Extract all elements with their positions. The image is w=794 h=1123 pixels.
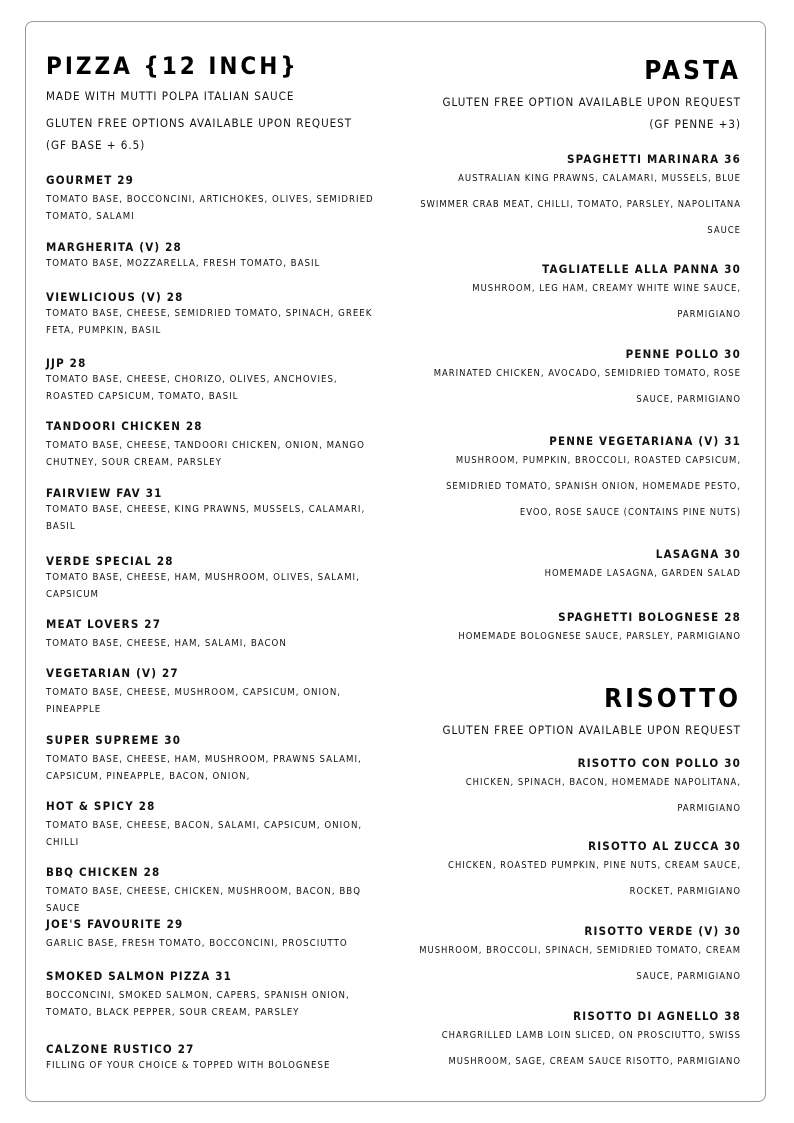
pizza-note-gf-base: (GF BASE + 6.5) [46,138,146,152]
item-description: MUSHROOM, BROCCOLI, SPINACH, SEMIDRIED TOMATO, CREAM SAUCE, PARMIGIANO [419,945,741,982]
item-description: TOMATO BASE, CHEESE, CHORIZO, OLIVES, ANCHOVIES, ROASTED CAPSICUM, TOMATO, BASIL [46,374,338,402]
item-description: TOMATO BASE, CHEESE, HAM, SALAMI, BACON [46,638,287,649]
menu-item-risotto-al-zucca [411,839,741,905]
menu-item-super-supreme [46,733,386,785]
menu-item-joes-favourite [46,917,386,952]
menu-item-tandoori-chicken [46,419,386,471]
item-title: TANDOORI CHICKEN 28 [46,419,203,433]
item-title: TAGLIATELLE ALLA PANNA 30 [542,262,741,276]
item-title: SMOKED SALMON PIZZA 31 [46,969,233,983]
item-title: MARGHERITA (V) 28 [46,240,182,254]
item-description: TOMATO BASE, MOZZARELLA, FRESH TOMATO, BASIL [46,258,321,269]
item-title: HOT & SPICY 28 [46,799,156,813]
pasta-note-gluten-free: GLUTEN FREE OPTION AVAILABLE UPON REQUEST [442,95,741,109]
menu-item-fairview-fav [46,486,386,535]
menu-item-vegetarian [46,666,386,718]
item-title: MEAT LOVERS 27 [46,617,162,631]
item-title: RISOTTO CON POLLO 30 [577,756,741,770]
menu-item-verde-special [46,554,386,603]
item-title: VEGETARIAN (V) 27 [46,666,179,680]
item-title: JJP 28 [46,356,87,370]
pasta-section-title: PASTA [644,56,741,86]
menu-item-risotto-verde [411,924,741,990]
menu-item-jjp [46,356,386,405]
item-description: HOMEMADE BOLOGNESE SAUCE, PARSLEY, PARMIGIANO [458,631,741,642]
item-description: CHICKEN, SPINACH, BACON, HOMEMADE NAPOLITANA, PARMIGIANO [465,777,741,814]
pizza-note-sauce: MADE WITH MUTTI POLPA ITALIAN SAUCE [46,89,295,103]
item-description: BOCCONCINI, SMOKED SALMON, CAPERS, SPANISH ONION, TOMATO, BLACK PEPPER, SOUR CREAM, PARSLEY [46,990,350,1018]
menu-item-penne-vegetariana [411,434,741,526]
menu-item-tagliatelle-alla-panna [411,262,741,328]
pizza-section-title: PIZZA {12 INCH} [46,52,299,80]
menu-item-viewlicious [46,290,386,339]
menu-item-risotto-con-pollo [411,756,741,822]
menu-item-spaghetti-marinara [411,152,741,244]
item-description: HOMEMADE LASAGNA, GARDEN SALAD [544,568,741,579]
risotto-section-title: RISOTTO [604,684,741,714]
item-title: VERDE SPECIAL 28 [46,554,174,568]
item-title: BBQ CHICKEN 28 [46,865,161,879]
risotto-note-gluten-free: GLUTEN FREE OPTION AVAILABLE UPON REQUEST [442,723,741,737]
item-description: CHARGRILLED LAMB LOIN SLICED, ON PROSCIUTTO, SWISS MUSHROOM, SAGE, CREAM SAUCE RISOTTO, PARMIGIANO [441,1030,741,1067]
item-title: VIEWLICIOUS (V) 28 [46,290,184,304]
item-description: CHICKEN, ROASTED PUMPKIN, PINE NUTS, CREAM SAUCE, ROCKET, PARMIGIANO [448,860,741,897]
menu-item-hot-spicy [46,799,386,851]
item-title: LASAGNA 30 [655,547,741,561]
menu-item-margherita [46,240,386,272]
item-title: FAIRVIEW FAV 31 [46,486,163,500]
item-description: TOMATO BASE, CHEESE, HAM, MUSHROOM, PRAWNS SALAMI, CAPSICUM, PINEAPPLE, BACON, ONION, [46,754,362,782]
item-description: AUSTRALIAN KING PRAWNS, CALAMARI, MUSSELS, BLUE SWIMMER CRAB MEAT, CHILLI, TOMATO, PARSLEY, NAPOLITANA SAUCE [420,173,741,236]
item-description: TOMATO BASE, CHEESE, TANDOORI CHICKEN, ONION, MANGO CHUTNEY, SOUR CREAM, PARSLEY [46,440,365,468]
item-title: JOE'S FAVOURITE 29 [46,917,184,931]
item-title: SUPER SUPREME 30 [46,733,182,747]
item-description: MARINATED CHICKEN, AVOCADO, SEMIDRIED TOMATO, ROSE SAUCE, PARMIGIANO [433,368,741,405]
item-description: TOMATO BASE, CHEESE, CHICKEN, MUSHROOM, BACON, BBQ SAUCE [46,886,361,914]
menu-item-bbq-chicken [46,865,386,917]
item-description: TOMATO BASE, CHEESE, BACON, SALAMI, CAPSICUM, ONION, CHILLI [46,820,363,848]
item-title: CALZONE RUSTICO 27 [46,1042,195,1056]
item-title: PENNE POLLO 30 [625,347,741,361]
item-description: MUSHROOM, LEG HAM, CREAMY WHITE WINE SAUCE, PARMIGIANO [472,283,741,320]
item-title: PENNE VEGETARIANA (V) 31 [549,434,741,448]
pizza-note-gluten-free: GLUTEN FREE OPTIONS AVAILABLE UPON REQUEST [46,116,353,130]
item-title: SPAGHETTI BOLOGNESE 28 [558,610,741,624]
pasta-note-gf-penne: (GF PENNE +3) [649,117,741,131]
item-description: TOMATO BASE, BOCCONCINI, ARTICHOKES, OLIVES, SEMIDRIED TOMATO, SALAMI [46,194,374,222]
item-description: FILLING OF YOUR CHOICE & TOPPED WITH BOLOGNESE [46,1060,331,1071]
item-title: RISOTTO AL ZUCCA 30 [588,839,741,853]
menu-item-smoked-salmon-pizza [46,969,386,1021]
item-title: RISOTTO VERDE (V) 30 [584,924,741,938]
menu-item-gourmet [46,173,386,225]
menu-item-lasagna [411,547,741,587]
menu-item-meat-lovers [46,617,386,652]
item-title: GOURMET 29 [46,173,135,187]
item-description: TOMATO BASE, CHEESE, MUSHROOM, CAPSICUM, ONION, PINEAPPLE [46,687,342,715]
item-description: TOMATO BASE, CHEESE, KING PRAWNS, MUSSELS, CALAMARI, BASIL [46,504,366,532]
item-description: GARLIC BASE, FRESH TOMATO, BOCCONCINI, PROSCIUTTO [46,938,348,949]
item-description: TOMATO BASE, CHEESE, HAM, MUSHROOM, OLIVES, SALAMI, CAPSICUM [46,572,360,600]
item-title: RISOTTO DI AGNELLO 38 [573,1009,741,1023]
menu-item-penne-pollo [411,347,741,413]
menu-item-calzone-rustico [46,1042,386,1074]
item-title: SPAGHETTI MARINARA 36 [567,152,741,166]
menu-item-spaghetti-bolognese [411,610,741,650]
item-description: MUSHROOM, PUMPKIN, BROCCOLI, ROASTED CAPSICUM, SEMIDRIED TOMATO, SPANISH ONION, HOMEMADE PESTO, EVOO, ROSE SAUCE (CONTAINS PINE NUTS) [446,455,741,518]
item-description: TOMATO BASE, CHEESE, SEMIDRIED TOMATO, SPINACH, GREEK FETA, PUMPKIN, BASIL [46,308,373,336]
menu-item-risotto-di-agnello [411,1009,741,1075]
